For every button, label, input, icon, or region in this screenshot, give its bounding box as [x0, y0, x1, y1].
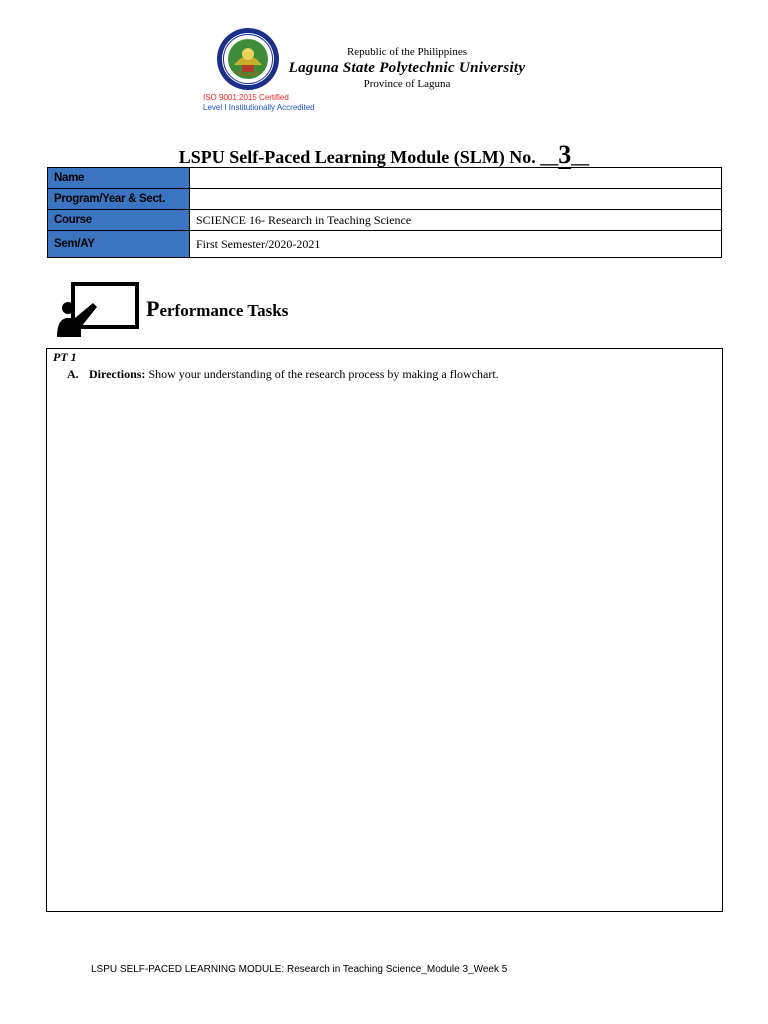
university-name: Laguna State Polytechnic University: [288, 60, 526, 76]
presentation-board-icon: [55, 281, 140, 339]
answer-area[interactable]: [47, 389, 722, 911]
module-title-prefix: LSPU Self-Paced Learning Module (SLM) No. __: [178, 147, 559, 167]
heading-text: erformance Tasks: [159, 301, 289, 320]
module-title-suffix: __: [571, 147, 590, 167]
task-label: PT 1: [53, 350, 77, 364]
performance-task-box: [46, 348, 723, 912]
name-label: Name: [48, 168, 190, 189]
directions-text: Show your understanding of the research process by making a flowchart.: [145, 367, 499, 381]
institution-block: [283, 46, 531, 91]
semester-label: Sem/AY: [48, 231, 190, 258]
program-label: Program/Year & Sect.: [48, 189, 190, 210]
directions-label: Directions:: [89, 367, 146, 381]
item-letter: A.: [67, 367, 79, 381]
university-seal-logo: [216, 27, 280, 91]
module-number: 3: [558, 140, 572, 169]
heading-initial: P: [146, 296, 160, 321]
program-field[interactable]: [190, 189, 722, 210]
page-footer: LSPU SELF-PACED LEARNING MODULE: Research in Teaching Science_Module 3_Week 5: [91, 964, 508, 975]
task-directions: [67, 367, 499, 382]
section-heading: [146, 296, 288, 322]
table-row: [48, 210, 722, 231]
table-row: [48, 189, 722, 210]
table-row: [48, 168, 722, 189]
student-info-table: [47, 167, 722, 258]
province-line: Province of Laguna: [363, 78, 451, 90]
name-field[interactable]: [190, 168, 722, 189]
document-header: [0, 0, 768, 120]
module-title: [0, 140, 768, 170]
iso-certification: ISO 9001:2015 Certified: [203, 93, 289, 102]
accreditation-level: Level I Institutionally Accredited: [203, 102, 315, 112]
semester-value: First Semester/2020-2021: [190, 231, 722, 258]
table-row: [48, 231, 722, 258]
republic-line: Republic of the Philippines: [346, 46, 468, 58]
course-label: Course: [48, 210, 190, 231]
certification-notes: [203, 93, 315, 112]
course-value: SCIENCE 16- Research in Teaching Science: [190, 210, 722, 231]
